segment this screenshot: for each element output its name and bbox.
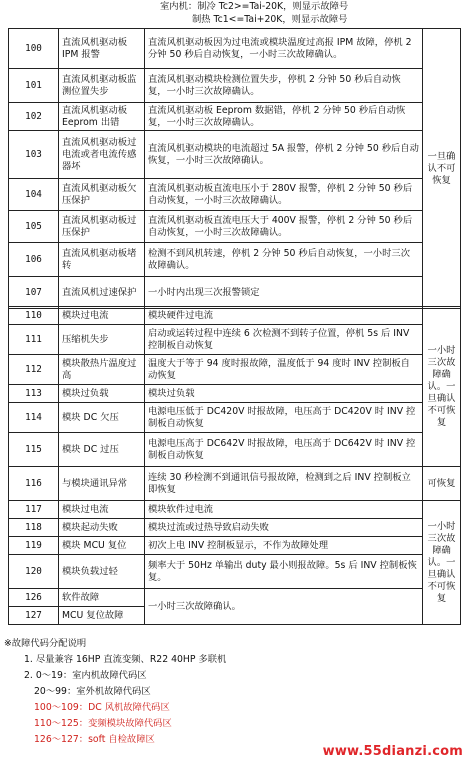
- table-row: 119 模块 MCU 复位 初次上电 INV 控制板显示，不作为故障处理: [9, 537, 461, 555]
- notes-title: ※故障代码分配说明: [4, 638, 87, 649]
- fault-table-inverter: [8, 306, 461, 625]
- header-fragment: [160, 0, 348, 26]
- note-item: 100～109：DC 风机故障代码区: [34, 702, 170, 713]
- table-row: 115 模块 DC 过压 电源电压高于 DC642V 时报故障，电压高于 DC642V 时 INV 控制板自动恢复: [9, 433, 461, 467]
- recovery-cell: 一小时三次故障确认。一旦确认不可恢复: [423, 307, 461, 467]
- table-row: 113 模块过负载 模块过负载: [9, 385, 461, 403]
- header-line-2: 制热 Tc1<=Tai+20K，则显示故障号: [192, 14, 348, 25]
- note-item: 126～127：soft 自检故障区: [34, 734, 155, 745]
- table-row: 126 软件故障 一小时三次故障确认。: [9, 589, 461, 607]
- note-item: 110～125：变频模块故障代码区: [34, 718, 172, 729]
- recovery-cell: 一小时三次故障确认。一旦确认不可恢复: [423, 501, 461, 625]
- table-row: 127 MCU 复位故障: [9, 607, 461, 625]
- note-item: 20～99：室外机故障代码区: [34, 686, 151, 697]
- table-row: 105 直流风机驱动板过压保护 直流风机驱动板直流电压大于 400V 报警，停机 2 分钟 50 秒后自动恢复，一小时三次故障确认。: [9, 211, 461, 243]
- table-row: 104 直流风机驱动板欠压保护 直流风机驱动板直流电压小于 280V 报警，停机 2 分钟 50 秒后自动恢复，一小时三次故障确认。: [9, 179, 461, 211]
- table-row: 112 模块散热片温度过高 温度大于等于 94 度时报故障，温度低于 94 度时 INV 控制板自动恢复: [9, 355, 461, 385]
- table-row: 114 模块 DC 欠压 电源电压低于 DC420V 时报故障，电压高于 DC420V 时 INV 控制板自动恢复: [9, 403, 461, 433]
- note-item: 1. 尽量兼容 16HP 直流变频、R22 40HP 多联机: [24, 654, 227, 665]
- note-item: 2. 0～19：室内机故障代码区: [24, 670, 147, 681]
- recovery-cell: 可恢复: [423, 467, 461, 501]
- table-row: 103 直流风机驱动板过电流或者电流传感器坏 直流风机驱动模块的电流超过 5A 报警，停机 2 分钟 50 秒后自动恢复，一小时三次故障确认。: [9, 131, 461, 179]
- recovery-cell: 一旦确认不可恢复: [423, 29, 461, 309]
- table-row: 118 模块起动失败 模块过流或过热导致启动失败: [9, 519, 461, 537]
- table-row: 106 直流风机驱动板堵转 检测不到风机转速，停机 2 分钟 50 秒后自动恢复，一小时三次故障确认。: [9, 243, 461, 277]
- table-row: 110 模块过电流 模块硬件过电流 一小时三次故障确认。一旦确认不可恢复: [9, 307, 461, 325]
- table-row: 120 模块负载过轻 频率大于 50Hz 单输出 duty 最小则报故障。5s 后 INV 控制板恢复。: [9, 555, 461, 589]
- table-row: 100 直流风机驱动板 IPM 报警 直流风机驱动板因为过电流或模块温度过高报 IPM 故障，停机 2 分钟 50 秒后自动恢复，一小时三次故障确认。 一旦确认不可恢复: [9, 29, 461, 69]
- header-line-1: 室内机：制冷 Tc2>=Tai-20K，则显示故障号: [160, 1, 349, 12]
- table-row: 101 直流风机驱动板监测位置失步 直流风机驱动模块检测位置失步，停机 2 分钟 50 秒后自动恢复，一小时三次故障确认。: [9, 69, 461, 103]
- table-row: 102 直流风机驱动板 Eeprom 出错 直流风机驱动板 Eeprom 数据错，停机 2 分钟 50 秒后自动恢复，一小时三次故障确认。: [9, 103, 461, 131]
- fault-code-notes: [4, 636, 226, 748]
- table-row: 117 模块过电流 模块软件过电流 一小时三次故障确认。一旦确认不可恢复: [9, 501, 461, 519]
- fault-table-fan: [8, 28, 461, 309]
- table-row: 116 与模块通讯异常 连续 30 秒检测不到通讯信号报故障，检测到之后 INV 控制板立即恢复 可恢复: [9, 467, 461, 501]
- table-row: 107 直流风机过速保护 一小时内出现三次报警锁定: [9, 277, 461, 309]
- table-row: 111 压缩机失步 启动或运转过程中连续 6 次检测不到转子位置，停机 5s 后 INV 控制板自动恢复: [9, 325, 461, 355]
- watermark: www.55dianzi.com: [322, 744, 463, 759]
